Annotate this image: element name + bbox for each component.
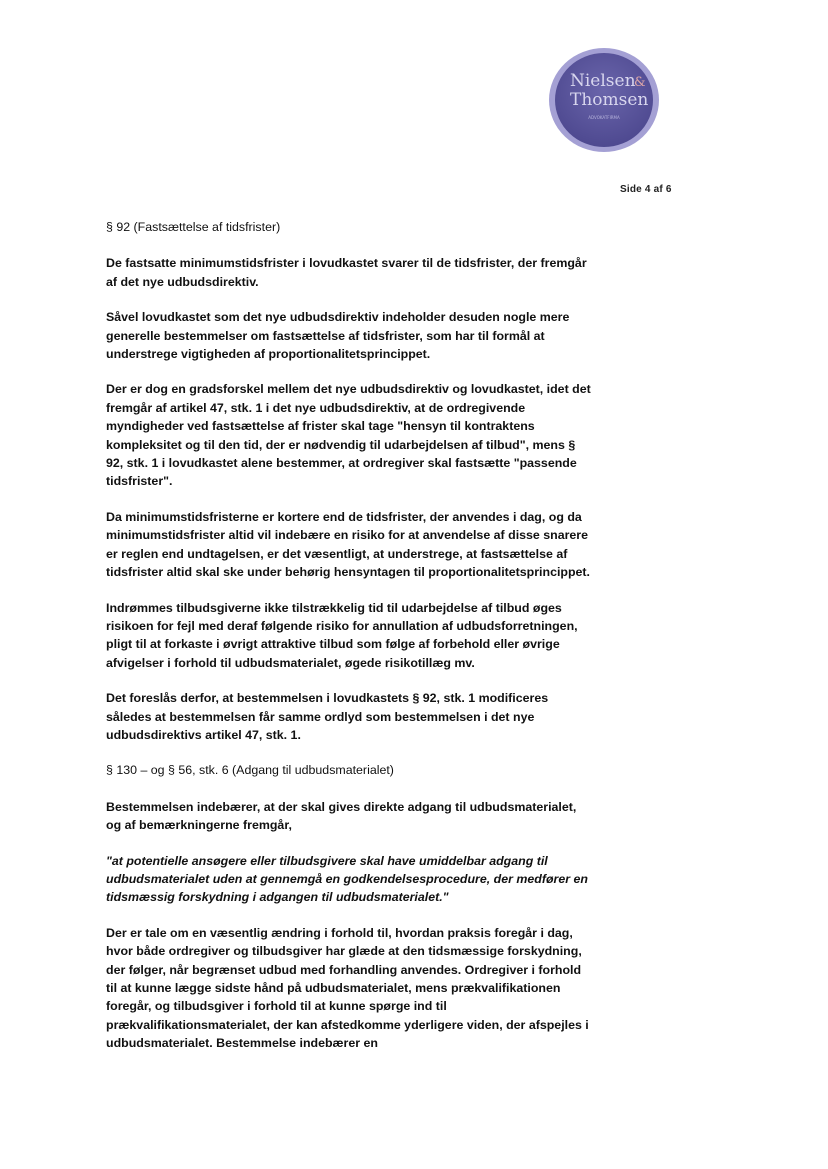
logo-text-nielsen: Nielsen [570,71,636,91]
document-body [106,218,592,1070]
body-paragraph: Indrømmes tilbudsgiverne ikke tilstrækkelig tid til udarbejdelse af tilbud øges risikoen for fejl med deraf følgende risiko for annullation af udbudsforretningen, pligt til at forkaste i øvrigt attraktive tilbud som følge af forbehold eller øvrige afvigelser i forhold til udbudsmaterialet, øgede risikotillæg mv. [106,600,578,670]
body-paragraph: Da minimumstidsfristerne er kortere end de tidsfrister, der anvendes i dag, og da minimumstidsfrister altid vil indebære en risiko for at anvendelse af disse snarere er reglen end undtagelsen, er det væsentligt, at understrege, at fastsættelse af tidsfrister altid skal ske under behørig hensyntagen til proportionalitetsprincippet. [106,509,591,580]
logo-tagline: ADVOKATFIRMA [588,115,620,120]
body-paragraph: Der er dog en gradsforskel mellem det nye udbudsdirektiv og lovudkastet, idet det fremgår af artikel 47, stk. 1 i det nye udbudsdirektiv, at de ordregivende myndigheder ved fastsættelse af frister skal tage "hensyn til kontraktens kompleksitet og til den tid, der er nødvendig til udarbejdelsen af tilbud", mens § 92, stk. 1 i lovudkastet alene bestemmer, at ordregiver skal fastsætte "passende tidsfrister". [106,382,591,489]
body-paragraph: Der er tale om en væsentlig ændring i forhold til, hvordan praksis foregår i dag, hvor både ordregiver og tilbudsgiver har glæde at den tidsmæssige forskydning, der følger, når begrænset udbud med forhandling anvendes. Ordregiver i forhold til at kunne lægge sidste hånd på udbudsmaterialet, mens prækvalifikationen foregår, og tilbudsgiver i forhold til at kunne spørge ind til prækvalifikationsmaterialet, der kan afstedkomme yderligere viden, der afspejles i udbudsmaterialet. Bestemmelse indebærer en [106,925,589,1051]
quote-paragraph: "at potentielle ansøgere eller tilbudsgivere skal have umiddelbar adgang til udbudsmaterialet uden at gennemgå en godkendelsesprocedure, der medfører en tidsmæssig forskydning i adgangen til udbudsmaterialet." [106,853,588,905]
section-heading: § 130 – og § 56, stk. 6 (Adgang til udbudsmaterialet) [106,763,394,778]
body-paragraph: Såvel lovudkastet som det nye udbudsdirektiv indeholder desuden nogle mere generelle bestemmelser om fastsættelse af tidsfrister, som har til formål at understrege vigtigheden af proportionalitetsprincippet. [106,310,570,362]
page-number: Side 4 af 6 [620,184,672,195]
body-paragraph: Bestemmelsen indebærer, at der skal gives direkte adgang til udbudsmaterialet, og af bemærkningerne fremgår, [106,799,577,833]
section-heading: § 92 (Fastsættelse af tidsfrister) [106,220,281,234]
body-paragraph: Det foreslås derfor, at bestemmelsen i lovudkastets § 92, stk. 1 modificeres således at bestemmelsen får samme ordlyd som bestemmelsen i det nye udbudsdirektivs artikel 47, stk. 1. [106,691,549,742]
logo-ampersand: & [634,75,646,90]
logo-text-thomsen: Thomsen [570,90,649,110]
body-paragraph: De fastsatte minimumstidsfrister i lovudkastet svarer til de tidsfrister, der fremgår af det nye udbudsdirektiv. [106,256,587,289]
company-logo [548,48,660,154]
